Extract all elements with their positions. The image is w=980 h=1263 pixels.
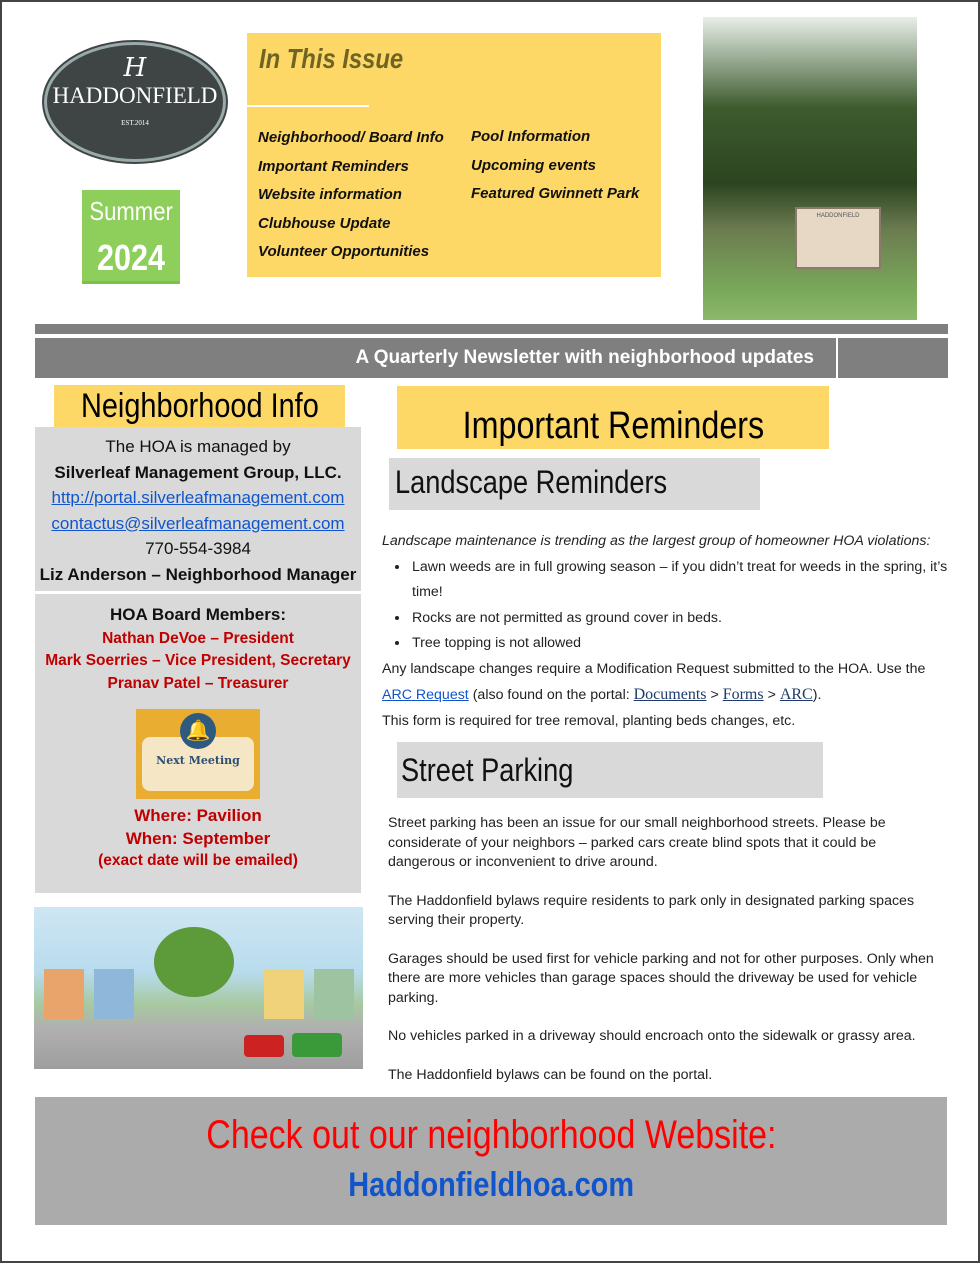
divider-bar — [35, 324, 948, 334]
issue-list-left — [258, 129, 444, 272]
house — [94, 969, 134, 1019]
divider — [35, 591, 361, 594]
logo-monogram: H — [123, 53, 147, 83]
text: (also found on the portal: — [472, 687, 630, 703]
separator: > — [710, 687, 719, 703]
landscape-reminders-heading: Landscape Reminders — [389, 458, 760, 510]
management-company: Silverleaf Management Group, LLC. — [54, 462, 342, 482]
arc-link[interactable]: ARC — [779, 686, 813, 703]
divider — [836, 338, 838, 378]
meeting-where: Where: Pavilion — [134, 806, 262, 825]
modification-text: Any landscape changes require a Modification Request submitted to the HOA. Use the — [382, 660, 926, 677]
logo-established: EST.2014 — [121, 119, 149, 127]
bell-icon: 🔔 — [180, 713, 216, 749]
important-reminders-heading: Important Reminders — [397, 386, 829, 449]
bullet: • Rocks are not permitted as ground cover in beds. — [410, 606, 952, 632]
green-car — [292, 1033, 342, 1057]
board-member: Mark Soerries – Vice President, Secretary — [45, 652, 351, 669]
neighborhood-info-heading: Neighborhood Info — [54, 385, 345, 427]
in-this-issue-title: In This Issue — [259, 43, 404, 74]
landscape-bullets — [382, 555, 952, 657]
street-parking-heading: Street Parking — [397, 742, 823, 798]
issue-item: Website information — [258, 186, 402, 204]
tagline-band — [35, 338, 948, 378]
issue-item: Upcoming events — [471, 156, 597, 174]
street-parking-section — [388, 814, 943, 1104]
board-member: Nathan DeVoe – President — [102, 629, 294, 647]
entrance-sign — [795, 207, 881, 269]
meeting-when: When: September — [125, 828, 271, 848]
entrance-photo — [703, 17, 917, 320]
house — [314, 969, 354, 1019]
house — [44, 969, 84, 1019]
neighborhood-illustration — [34, 907, 363, 1069]
logo-name: HADDONFIELD — [52, 83, 218, 108]
issue-item: Neighborhood/ Board Info — [258, 129, 444, 146]
neighborhood-info-box — [35, 427, 361, 893]
house — [264, 969, 304, 1019]
meeting-note: (exact date will be emailed) — [98, 852, 298, 869]
red-car — [244, 1035, 284, 1057]
in-this-issue-box — [247, 33, 661, 280]
managed-by: The HOA is managed by — [105, 437, 291, 456]
issue-item: Featured Gwinnett Park — [471, 185, 640, 203]
issue-list-right — [471, 128, 639, 214]
haddonfield-logo — [44, 42, 226, 162]
manager: Liz Anderson – Neighborhood Manager — [39, 564, 357, 584]
website-link[interactable]: Haddonfieldhoa.com — [348, 1166, 634, 1204]
arc-line — [382, 682, 952, 709]
paragraph: Garages should be used first for vehicle parking and not for other purposes. Only when there are more vehicles than garage spaces should the driveway be used for vehicle parking. — [388, 950, 934, 1006]
next-meeting-graphic — [136, 709, 260, 799]
sign-text: HADDONFIELD — [816, 213, 860, 219]
board-member: Pranav Patel – Treasurer — [107, 674, 289, 692]
paragraph: The Haddonfield bylaws require residents to park only in designated parking spaces serving their property. — [388, 892, 915, 928]
paragraph: Street parking has been an issue for our small neighborhood streets. Please be considerate of your neighbors – parked cars create blind spots that it could be dangerous or inconvenient to drive around. — [388, 815, 886, 870]
landscape-section — [382, 529, 952, 734]
season-year: 2024 — [96, 237, 166, 278]
divider — [247, 105, 369, 107]
bullet: • Tree topping is not allowed — [410, 631, 952, 657]
issue-item: Important Reminders — [258, 157, 409, 175]
issue-item: Pool Information — [471, 128, 591, 145]
documents-link[interactable]: Documents — [633, 686, 707, 703]
email-link[interactable]: contactus@silverleafmanagement.com — [51, 513, 345, 533]
separator: > — [767, 687, 776, 703]
website-cta: Check out our neighborhood Website: — [205, 1113, 777, 1157]
text: ). — [812, 687, 822, 703]
season-label: Summer — [89, 196, 173, 226]
landscape-intro: Landscape maintenance is trending as the largest group of homeowner HOA violations: — [382, 533, 931, 549]
website-footer — [35, 1097, 947, 1225]
portal-link[interactable]: http://portal.silverleafmanagement.com — [51, 488, 345, 507]
tree — [154, 927, 234, 997]
paragraph: The Haddonfield bylaws can be found on the portal. — [388, 1066, 713, 1083]
arc-request-link[interactable]: ARC Request — [382, 687, 469, 703]
issue-item: Clubhouse Update — [258, 214, 391, 232]
phone: 770-554-3984 — [145, 539, 251, 558]
issue-item: Volunteer Opportunities — [258, 243, 430, 261]
bullet: • Lawn weeds are in full growing season – if you didn’t treat for weeds in the spring, it’s time! — [410, 555, 952, 606]
board-title: HOA Board Members: — [109, 605, 286, 624]
season-badge — [82, 190, 180, 284]
form-note: This form is required for tree removal, planting beds changes, etc. — [382, 712, 796, 729]
next-meeting-label: Next Meeting — [142, 737, 254, 791]
paragraph: No vehicles parked in a driveway should encroach onto the sidewalk or grassy area. — [388, 1028, 916, 1044]
forms-link[interactable]: Forms — [722, 686, 764, 703]
tagline: A Quarterly Newsletter with neighborhood updates — [355, 347, 814, 368]
